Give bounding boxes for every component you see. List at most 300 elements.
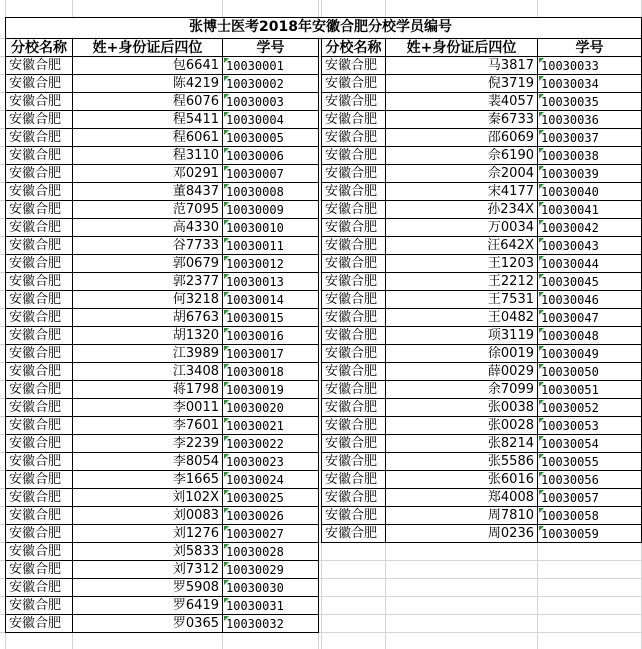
- cell-branch[interactable]: 安徽合肥: [322, 93, 385, 111]
- cell-name-id4[interactable]: 张0038: [386, 399, 537, 417]
- border-line: [5, 272, 318, 273]
- cell-name-id4[interactable]: 佘2004: [386, 165, 537, 183]
- cell-name-id4[interactable]: 张5586: [386, 453, 537, 471]
- cell-branch[interactable]: 安徽合肥: [6, 489, 72, 507]
- cell-name-id4[interactable]: 薛0029: [386, 363, 537, 381]
- cell-student-id[interactable]: 10030039: [538, 165, 641, 183]
- cell-name-id4[interactable]: 刘5833: [73, 543, 222, 561]
- border-line: [321, 326, 641, 327]
- cell-student-id[interactable]: 10030059: [538, 525, 641, 543]
- cell-name-id4[interactable]: 李7601: [73, 417, 222, 435]
- cell-name-id4[interactable]: 周0236: [386, 525, 537, 543]
- cell-name-id4[interactable]: 张6016: [386, 471, 537, 489]
- cell-branch[interactable]: 安徽合肥: [322, 399, 385, 417]
- cell-branch[interactable]: 安徽合肥: [322, 57, 385, 75]
- cell-student-id[interactable]: 10030050: [538, 363, 641, 381]
- text-number-marker-icon: [224, 598, 229, 603]
- column-header-branch[interactable]: 分校名称: [322, 39, 385, 57]
- text-number-marker-icon: [539, 310, 544, 315]
- cell-name-id4[interactable]: 李8054: [73, 453, 222, 471]
- cell-student-id[interactable]: 10030002: [223, 75, 318, 93]
- text-number-marker-icon: [539, 508, 544, 513]
- text-number-marker-icon: [224, 418, 229, 423]
- text-number-marker-icon: [539, 58, 544, 63]
- border-line: [5, 614, 318, 615]
- cell-name-id4[interactable]: 郭2377: [73, 273, 222, 291]
- text-number-marker-icon: [224, 274, 229, 279]
- border-line: [5, 38, 6, 633]
- cell-branch[interactable]: 安徽合肥: [322, 381, 385, 399]
- border-line: [321, 344, 641, 345]
- border-line: [321, 218, 641, 219]
- cell-name-id4[interactable]: 郭0679: [73, 255, 222, 273]
- cell-name-id4[interactable]: 王7531: [386, 291, 537, 309]
- cell-branch[interactable]: 安徽合肥: [322, 111, 385, 129]
- border-line: [321, 74, 641, 75]
- cell-branch[interactable]: 安徽合肥: [6, 381, 72, 399]
- cell-student-id[interactable]: 10030015: [223, 309, 318, 327]
- border-line: [5, 596, 318, 597]
- text-number-marker-icon: [224, 94, 229, 99]
- cell-student-id[interactable]: 10030018: [223, 363, 318, 381]
- cell-branch[interactable]: 安徽合肥: [6, 201, 72, 219]
- cell-student-id[interactable]: 10030038: [538, 147, 641, 165]
- text-number-marker-icon: [539, 220, 544, 225]
- cell-name-id4[interactable]: 程5411: [73, 111, 222, 129]
- cell-student-id[interactable]: 10030019: [223, 381, 318, 399]
- border-line: [5, 290, 318, 291]
- text-number-marker-icon: [539, 238, 544, 243]
- border-line: [321, 506, 641, 507]
- cell-student-id[interactable]: 10030010: [223, 219, 318, 237]
- cell-student-id[interactable]: 10030005: [223, 129, 318, 147]
- cell-name-id4[interactable]: 刘7312: [73, 561, 222, 579]
- column-header-id[interactable]: 学号: [223, 39, 318, 57]
- sheet-title: 张博士医考2018年安徽合肥分校学员编号: [0, 17, 641, 37]
- cell-branch[interactable]: 安徽合肥: [322, 453, 385, 471]
- cell-branch[interactable]: 安徽合肥: [6, 561, 72, 579]
- text-number-marker-icon: [539, 490, 544, 495]
- border-line: [321, 92, 641, 93]
- text-number-marker-icon: [539, 184, 544, 189]
- cell-branch[interactable]: 安徽合肥: [322, 147, 385, 165]
- border-line: [5, 506, 318, 507]
- border-line: [385, 38, 386, 543]
- cell-student-id[interactable]: 10030020: [223, 399, 318, 417]
- border-line: [5, 56, 318, 57]
- cell-name-id4[interactable]: 高4330: [73, 219, 222, 237]
- cell-student-id[interactable]: 10030029: [223, 561, 318, 579]
- border-line: [318, 38, 319, 633]
- text-number-marker-icon: [224, 562, 229, 567]
- border-line: [321, 56, 641, 57]
- cell-name-id4[interactable]: 周7810: [386, 507, 537, 525]
- cell-name-id4[interactable]: 何3218: [73, 291, 222, 309]
- cell-branch[interactable]: 安徽合肥: [6, 93, 72, 111]
- cell-student-id[interactable]: 10030046: [538, 291, 641, 309]
- border-line: [5, 524, 318, 525]
- text-number-marker-icon: [224, 616, 229, 621]
- text-number-marker-icon: [539, 94, 544, 99]
- border-line: [321, 416, 641, 417]
- cell-branch[interactable]: 安徽合肥: [322, 291, 385, 309]
- border-line: [5, 578, 318, 579]
- cell-branch[interactable]: 安徽合肥: [322, 237, 385, 255]
- cell-branch[interactable]: 安徽合肥: [6, 435, 72, 453]
- border-line: [5, 164, 318, 165]
- cell-branch[interactable]: 安徽合肥: [322, 309, 385, 327]
- cell-branch[interactable]: 安徽合肥: [6, 75, 72, 93]
- cell-name-id4[interactable]: 胡6763: [73, 309, 222, 327]
- cell-branch[interactable]: 安徽合肥: [6, 327, 72, 345]
- border-line: [321, 434, 641, 435]
- border-line: [5, 74, 318, 75]
- cell-student-id[interactable]: 10030006: [223, 147, 318, 165]
- cell-branch[interactable]: 安徽合肥: [6, 291, 72, 309]
- text-number-marker-icon: [224, 526, 229, 531]
- cell-student-id[interactable]: 10030048: [538, 327, 641, 345]
- cell-student-id[interactable]: 10030052: [538, 399, 641, 417]
- border-line: [321, 380, 641, 381]
- text-number-marker-icon: [539, 418, 544, 423]
- cell-name-id4[interactable]: 江3408: [73, 363, 222, 381]
- text-number-marker-icon: [224, 220, 229, 225]
- text-number-marker-icon: [224, 166, 229, 171]
- cell-student-id[interactable]: 10030054: [538, 435, 641, 453]
- cell-name-id4[interactable]: 张8214: [386, 435, 537, 453]
- border-line: [321, 38, 641, 39]
- cell-branch[interactable]: 安徽合肥: [322, 183, 385, 201]
- cell-student-id[interactable]: 10030022: [223, 435, 318, 453]
- cell-name-id4[interactable]: 郑4008: [386, 489, 537, 507]
- text-number-marker-icon: [539, 472, 544, 477]
- border-line: [5, 416, 318, 417]
- cell-student-id[interactable]: 10030014: [223, 291, 318, 309]
- text-number-marker-icon: [539, 526, 544, 531]
- cell-name-id4[interactable]: 倪3719: [386, 75, 537, 93]
- cell-student-id[interactable]: 10030013: [223, 273, 318, 291]
- cell-name-id4[interactable]: 秦6733: [386, 111, 537, 129]
- cell-name-id4[interactable]: 范7095: [73, 201, 222, 219]
- text-number-marker-icon: [224, 112, 229, 117]
- cell-student-id[interactable]: 10030008: [223, 183, 318, 201]
- cell-branch[interactable]: 安徽合肥: [6, 543, 72, 561]
- cell-name-id4[interactable]: 王2212: [386, 273, 537, 291]
- border-line: [5, 128, 318, 129]
- border-line: [5, 344, 318, 345]
- cell-name-id4[interactable]: 王1203: [386, 255, 537, 273]
- text-number-marker-icon: [224, 544, 229, 549]
- cell-student-id[interactable]: 10030028: [223, 543, 318, 561]
- cell-branch[interactable]: 安徽合肥: [6, 309, 72, 327]
- border-line: [321, 182, 641, 183]
- border-line: [5, 218, 318, 219]
- cell-name-id4[interactable]: 宋4177: [386, 183, 537, 201]
- text-number-marker-icon: [224, 580, 229, 585]
- border-line: [321, 362, 641, 363]
- cell-branch[interactable]: 安徽合肥: [322, 417, 385, 435]
- text-number-marker-icon: [539, 130, 544, 135]
- cell-student-id[interactable]: 10030040: [538, 183, 641, 201]
- cell-branch[interactable]: 安徽合肥: [322, 129, 385, 147]
- text-number-marker-icon: [539, 382, 544, 387]
- cell-branch[interactable]: 安徽合肥: [6, 255, 72, 273]
- cell-student-id[interactable]: 10030057: [538, 489, 641, 507]
- cell-branch[interactable]: 安徽合肥: [322, 525, 385, 543]
- cell-name-id4[interactable]: 徐0019: [386, 345, 537, 363]
- cell-student-id[interactable]: 10030007: [223, 165, 318, 183]
- cell-name-id4[interactable]: 陈4219: [73, 75, 222, 93]
- cell-name-id4[interactable]: 李2239: [73, 435, 222, 453]
- cell-student-id[interactable]: 10030041: [538, 201, 641, 219]
- cell-student-id[interactable]: 10030026: [223, 507, 318, 525]
- cell-student-id[interactable]: 10030025: [223, 489, 318, 507]
- cell-branch[interactable]: 安徽合肥: [322, 345, 385, 363]
- border-line: [5, 470, 318, 471]
- cell-branch[interactable]: 安徽合肥: [6, 471, 72, 489]
- cell-name-id4[interactable]: 王0482: [386, 309, 537, 327]
- text-number-marker-icon: [224, 328, 229, 333]
- text-number-marker-icon: [224, 130, 229, 135]
- column-header-id[interactable]: 学号: [538, 39, 641, 57]
- cell-name-id4[interactable]: 董8437: [73, 183, 222, 201]
- cell-student-id[interactable]: 10030009: [223, 201, 318, 219]
- cell-name-id4[interactable]: 包6641: [73, 57, 222, 75]
- text-number-marker-icon: [224, 508, 229, 513]
- border-line: [321, 146, 641, 147]
- border-line: [5, 110, 318, 111]
- cell-student-id[interactable]: 10030036: [538, 111, 641, 129]
- cell-branch[interactable]: 安徽合肥: [322, 471, 385, 489]
- cell-student-id[interactable]: 10030004: [223, 111, 318, 129]
- cell-student-id[interactable]: 10030001: [223, 57, 318, 75]
- border-line: [321, 452, 641, 453]
- text-number-marker-icon: [224, 400, 229, 405]
- cell-branch[interactable]: 安徽合肥: [6, 345, 72, 363]
- text-number-marker-icon: [539, 436, 544, 441]
- cell-name-id4[interactable]: 蒋1798: [73, 381, 222, 399]
- border-line: [5, 92, 318, 93]
- border-line: [321, 110, 641, 111]
- border-line: [5, 326, 318, 327]
- cell-name-id4[interactable]: 罗5908: [73, 579, 222, 597]
- cell-name-id4[interactable]: 李0011: [73, 399, 222, 417]
- cell-name-id4[interactable]: 江3989: [73, 345, 222, 363]
- text-number-marker-icon: [539, 76, 544, 81]
- border-line: [5, 632, 318, 633]
- text-number-marker-icon: [539, 454, 544, 459]
- border-line: [321, 290, 641, 291]
- border-line: [5, 560, 318, 561]
- cell-name-id4[interactable]: 邵6069: [386, 129, 537, 147]
- border-line: [321, 254, 641, 255]
- cell-student-id[interactable]: 10030032: [223, 615, 318, 633]
- cell-branch[interactable]: 安徽合肥: [6, 453, 72, 471]
- border-line: [321, 470, 641, 471]
- border-line: [321, 200, 641, 201]
- cell-name-id4[interactable]: 刘102X: [73, 489, 222, 507]
- border-line: [321, 308, 641, 309]
- cell-student-id[interactable]: 10030033: [538, 57, 641, 75]
- text-number-marker-icon: [539, 166, 544, 171]
- cell-name-id4[interactable]: 罗6419: [73, 597, 222, 615]
- cell-branch[interactable]: 安徽合肥: [6, 417, 72, 435]
- cell-student-id[interactable]: 10030045: [538, 273, 641, 291]
- border-line: [321, 488, 641, 489]
- text-number-marker-icon: [539, 202, 544, 207]
- cell-name-id4[interactable]: 张0028: [386, 417, 537, 435]
- border-line: [5, 308, 318, 309]
- text-number-marker-icon: [224, 346, 229, 351]
- cell-branch[interactable]: 安徽合肥: [6, 237, 72, 255]
- cell-name-id4[interactable]: 马3817: [386, 57, 537, 75]
- cell-name-id4[interactable]: 程6061: [73, 129, 222, 147]
- cell-branch[interactable]: 安徽合肥: [6, 183, 72, 201]
- text-number-marker-icon: [224, 58, 229, 63]
- cell-name-id4[interactable]: 李1665: [73, 471, 222, 489]
- cell-branch[interactable]: 安徽合肥: [6, 273, 72, 291]
- border-line: [5, 200, 318, 201]
- cell-student-id[interactable]: 10030051: [538, 381, 641, 399]
- cell-name-id4[interactable]: 刘0083: [73, 507, 222, 525]
- cell-branch[interactable]: 安徽合肥: [6, 147, 72, 165]
- cell-name-id4[interactable]: 裴4057: [386, 93, 537, 111]
- cell-name-id4[interactable]: 谷7733: [73, 237, 222, 255]
- cell-name-id4[interactable]: 项3119: [386, 327, 537, 345]
- cell-name-id4[interactable]: 佘6190: [386, 147, 537, 165]
- column-header-name[interactable]: 姓+身份证后四位: [73, 39, 222, 57]
- cell-branch[interactable]: 安徽合肥: [6, 615, 72, 633]
- cell-student-id[interactable]: 10030012: [223, 255, 318, 273]
- text-number-marker-icon: [224, 310, 229, 315]
- cell-branch[interactable]: 安徽合肥: [6, 57, 72, 75]
- border-line: [5, 236, 318, 237]
- cell-name-id4[interactable]: 罗0365: [73, 615, 222, 633]
- text-number-marker-icon: [224, 436, 229, 441]
- border-line: [5, 146, 318, 147]
- border-line: [321, 236, 641, 237]
- cell-branch[interactable]: 安徽合肥: [322, 255, 385, 273]
- text-number-marker-icon: [224, 238, 229, 243]
- cell-name-id4[interactable]: 刘1276: [73, 525, 222, 543]
- text-number-marker-icon: [539, 292, 544, 297]
- cell-branch[interactable]: 安徽合肥: [6, 363, 72, 381]
- border-line: [5, 434, 318, 435]
- column-header-name[interactable]: 姓+身份证后四位: [386, 39, 537, 57]
- cell-branch[interactable]: 安徽合肥: [322, 489, 385, 507]
- cell-branch[interactable]: 安徽合肥: [322, 219, 385, 237]
- cell-branch[interactable]: 安徽合肥: [6, 111, 72, 129]
- cell-student-id[interactable]: 10030024: [223, 471, 318, 489]
- cell-branch[interactable]: 安徽合肥: [6, 399, 72, 417]
- cell-branch[interactable]: 安徽合肥: [6, 129, 72, 147]
- cell-student-id[interactable]: 10030042: [538, 219, 641, 237]
- text-number-marker-icon: [224, 256, 229, 261]
- cell-branch[interactable]: 安徽合肥: [322, 435, 385, 453]
- cell-branch[interactable]: 安徽合肥: [322, 75, 385, 93]
- text-number-marker-icon: [224, 490, 229, 495]
- cell-branch[interactable]: 安徽合肥: [6, 507, 72, 525]
- cell-student-id[interactable]: 10030049: [538, 345, 641, 363]
- cell-name-id4[interactable]: 程6076: [73, 93, 222, 111]
- cell-branch[interactable]: 安徽合肥: [322, 165, 385, 183]
- cell-student-id[interactable]: 10030037: [538, 129, 641, 147]
- cell-student-id[interactable]: 10030058: [538, 507, 641, 525]
- cell-student-id[interactable]: 10030056: [538, 471, 641, 489]
- cell-name-id4[interactable]: 胡1320: [73, 327, 222, 345]
- text-number-marker-icon: [224, 76, 229, 81]
- cell-branch[interactable]: 安徽合肥: [322, 507, 385, 525]
- cell-branch[interactable]: 安徽合肥: [322, 273, 385, 291]
- border-line: [72, 38, 73, 633]
- cell-branch[interactable]: 安徽合肥: [6, 597, 72, 615]
- cell-name-id4[interactable]: 汪642X: [386, 237, 537, 255]
- cell-branch[interactable]: 安徽合肥: [322, 327, 385, 345]
- text-number-marker-icon: [539, 148, 544, 153]
- text-number-marker-icon: [224, 202, 229, 207]
- cell-branch[interactable]: 安徽合肥: [6, 219, 72, 237]
- cell-student-id[interactable]: 10030043: [538, 237, 641, 255]
- cell-student-id[interactable]: 10030016: [223, 327, 318, 345]
- column-header-branch[interactable]: 分校名称: [6, 39, 72, 57]
- cell-branch[interactable]: 安徽合肥: [6, 165, 72, 183]
- border-line: [5, 488, 318, 489]
- cell-name-id4[interactable]: 余7099: [386, 381, 537, 399]
- cell-name-id4[interactable]: 孙234X: [386, 201, 537, 219]
- cell-student-id[interactable]: 10030034: [538, 75, 641, 93]
- border-line: [321, 164, 641, 165]
- cell-student-id[interactable]: 10030035: [538, 93, 641, 111]
- cell-student-id[interactable]: 10030044: [538, 255, 641, 273]
- cell-name-id4[interactable]: 万0034: [386, 219, 537, 237]
- cell-student-id[interactable]: 10030021: [223, 417, 318, 435]
- text-number-marker-icon: [224, 454, 229, 459]
- cell-branch[interactable]: 安徽合肥: [6, 525, 72, 543]
- border-line: [5, 38, 318, 39]
- cell-student-id[interactable]: 10030031: [223, 597, 318, 615]
- cell-branch[interactable]: 安徽合肥: [6, 579, 72, 597]
- cell-student-id[interactable]: 10030027: [223, 525, 318, 543]
- cell-student-id[interactable]: 10030023: [223, 453, 318, 471]
- border-line: [5, 182, 318, 183]
- border-line: [5, 17, 641, 18]
- border-line: [321, 38, 322, 543]
- border-line: [5, 380, 318, 381]
- border-line: [321, 398, 641, 399]
- border-line: [5, 17, 6, 38]
- cell-branch[interactable]: 安徽合肥: [322, 363, 385, 381]
- cell-student-id[interactable]: 10030047: [538, 309, 641, 327]
- text-number-marker-icon: [224, 184, 229, 189]
- text-number-marker-icon: [539, 112, 544, 117]
- cell-student-id[interactable]: 10030053: [538, 417, 641, 435]
- cell-student-id[interactable]: 10030030: [223, 579, 318, 597]
- cell-name-id4[interactable]: 邓0291: [73, 165, 222, 183]
- text-number-marker-icon: [224, 382, 229, 387]
- text-number-marker-icon: [224, 292, 229, 297]
- text-number-marker-icon: [539, 256, 544, 261]
- border-line: [321, 272, 641, 273]
- cell-name-id4[interactable]: 程3110: [73, 147, 222, 165]
- border-line: [222, 38, 223, 633]
- text-number-marker-icon: [224, 148, 229, 153]
- cell-student-id[interactable]: 10030011: [223, 237, 318, 255]
- cell-student-id[interactable]: 10030055: [538, 453, 641, 471]
- cell-branch[interactable]: 安徽合肥: [322, 201, 385, 219]
- cell-student-id[interactable]: 10030017: [223, 345, 318, 363]
- cell-student-id[interactable]: 10030003: [223, 93, 318, 111]
- border-line: [321, 542, 641, 543]
